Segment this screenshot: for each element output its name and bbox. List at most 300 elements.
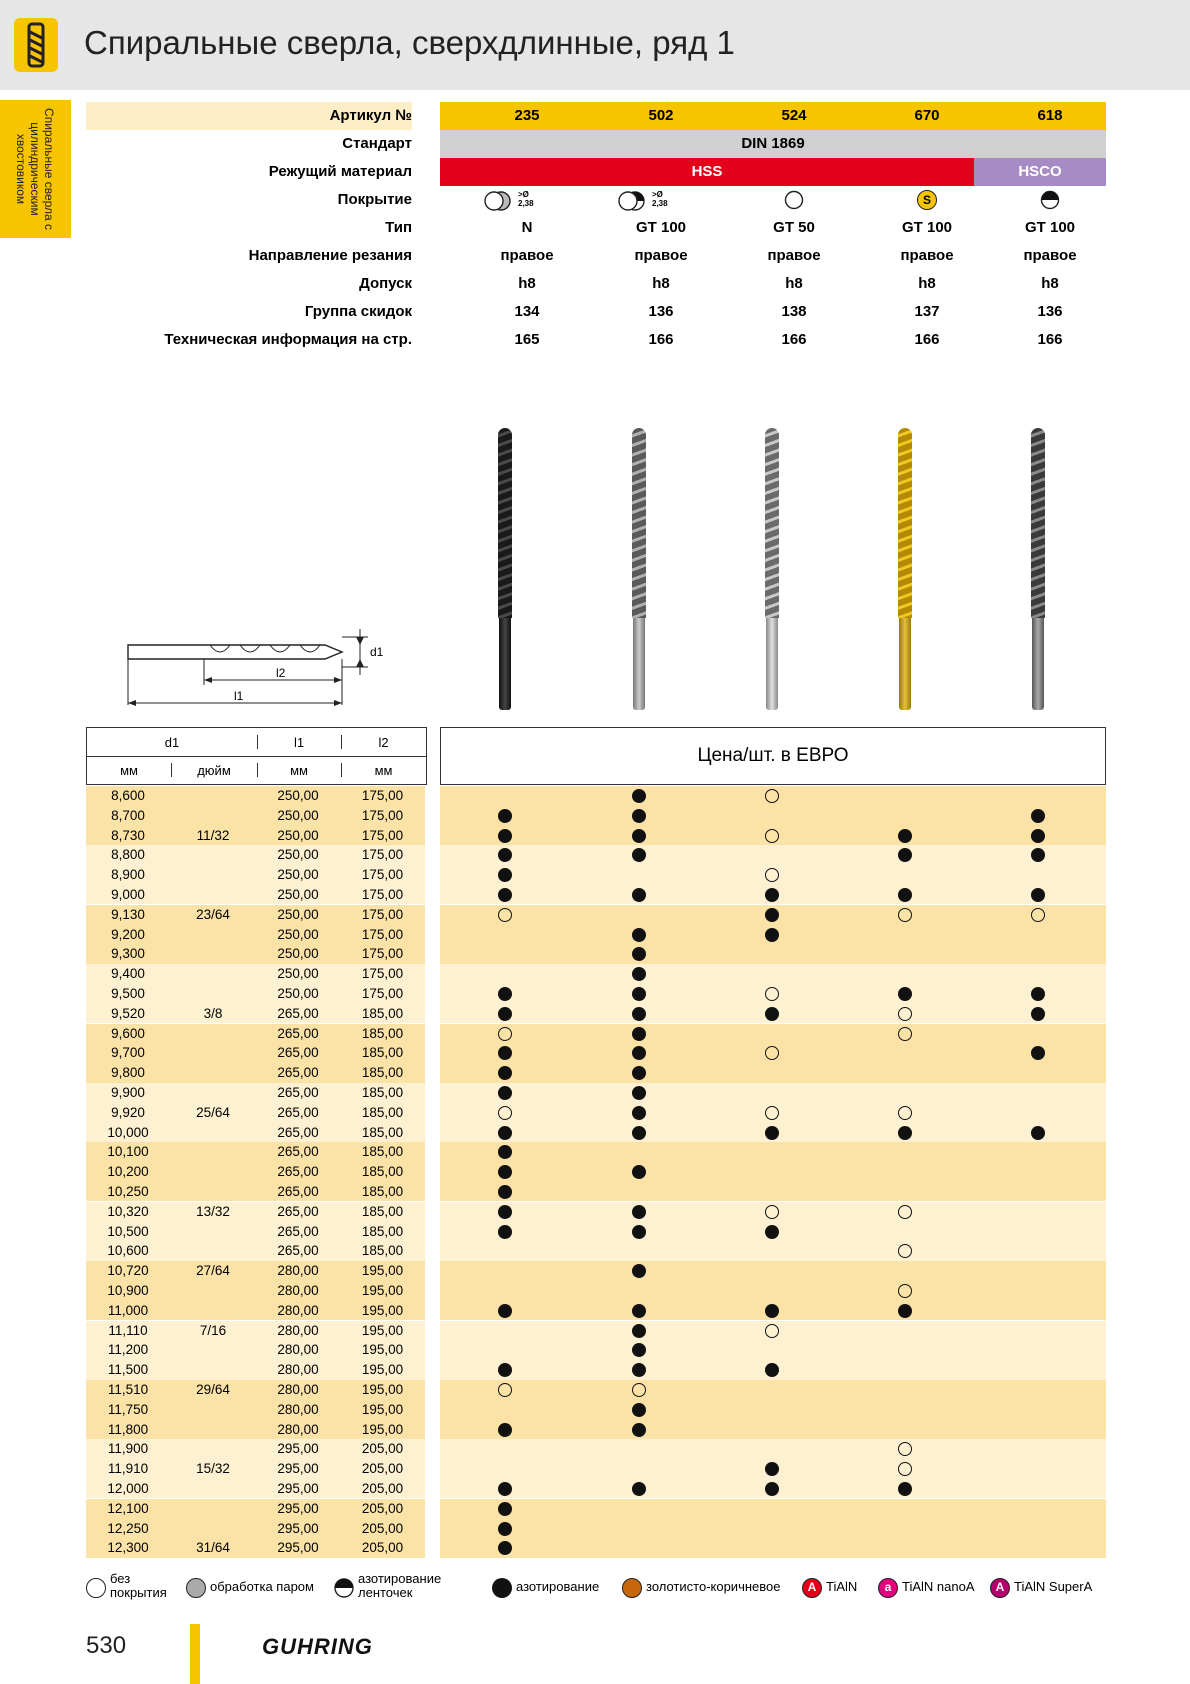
availability-row xyxy=(440,1162,1106,1182)
cell-l1: 250,00 xyxy=(277,867,319,883)
cell-d-inch: 7/16 xyxy=(199,1322,227,1338)
direction-502: правое xyxy=(634,247,688,264)
cell-l2: 185,00 xyxy=(361,1164,404,1180)
material-hsco: HSCO xyxy=(1018,163,1062,180)
available-dot-icon xyxy=(498,888,512,902)
cell-l1: 250,00 xyxy=(277,966,319,982)
cell-d-mm: 8,600 xyxy=(111,788,145,803)
cell-d-mm: 9,920 xyxy=(111,1104,145,1120)
available-dot-icon xyxy=(498,987,512,1001)
cell-l1: 265,00 xyxy=(277,1065,319,1081)
available-dot-icon xyxy=(898,1126,912,1140)
table-row xyxy=(86,905,425,925)
cell-d-inch xyxy=(170,1499,256,1519)
cell-l2: 175,00 xyxy=(361,887,404,902)
side-tab xyxy=(0,100,71,238)
on-request-circle-icon xyxy=(1031,908,1045,922)
cell-l2: 195,00 xyxy=(361,1263,404,1279)
availability-row xyxy=(440,1202,1106,1222)
available-dot-icon xyxy=(632,848,646,862)
discount-670: 137 xyxy=(914,303,940,320)
coating-note-502: >Ø 2,38 xyxy=(652,190,668,208)
availability-row xyxy=(440,806,1106,826)
dim-l2-label: l2 xyxy=(276,666,286,680)
drill-image-618 xyxy=(1031,428,1045,710)
cell-l1: 280,00 xyxy=(277,1283,319,1298)
available-dot-icon xyxy=(632,1363,646,1377)
available-dot-icon xyxy=(632,1205,646,1219)
cell-d-inch xyxy=(170,1241,256,1261)
head-l2: l2 xyxy=(378,735,389,750)
on-request-circle-icon xyxy=(765,829,779,843)
availability-row xyxy=(440,1479,1106,1499)
cell-l2: 175,00 xyxy=(361,827,404,843)
cell-d-mm: 10,320 xyxy=(107,1203,149,1219)
tech-235: 165 xyxy=(514,331,540,348)
availability-row xyxy=(440,925,1106,945)
available-dot-icon xyxy=(898,1482,912,1496)
cell-d-mm: 8,700 xyxy=(111,807,145,823)
drill-dimension-drawing xyxy=(120,625,390,715)
cell-d-mm: 10,250 xyxy=(107,1184,149,1199)
cell-d-inch xyxy=(170,944,256,964)
table-row xyxy=(86,1519,425,1539)
nitrided-icon xyxy=(492,1578,512,1598)
cell-d-inch: 15/32 xyxy=(196,1461,230,1477)
cell-l2: 175,00 xyxy=(361,966,404,982)
cell-d-mm: 9,300 xyxy=(111,946,145,962)
side-tab-label: Спиральные сверла с цилиндрическим хвостовиком xyxy=(14,108,56,230)
cell-d-inch xyxy=(170,1123,256,1143)
available-dot-icon xyxy=(632,1264,646,1278)
cell-d-inch xyxy=(170,1301,256,1321)
available-dot-icon xyxy=(632,1046,646,1060)
cell-l2: 195,00 xyxy=(361,1322,404,1338)
article-row xyxy=(86,102,1106,130)
cell-l2: 185,00 xyxy=(361,1144,404,1160)
available-dot-icon xyxy=(898,1304,912,1318)
table-row xyxy=(86,1063,425,1083)
cell-l2: 195,00 xyxy=(361,1382,404,1397)
available-dot-icon xyxy=(498,1423,512,1437)
cell-l2: 185,00 xyxy=(361,1124,404,1140)
on-request-circle-icon xyxy=(498,1383,512,1397)
table-row xyxy=(86,1538,425,1558)
cell-d-mm: 10,100 xyxy=(107,1144,149,1160)
tech-670: 166 xyxy=(914,331,940,348)
article-label: Артикул № xyxy=(329,107,412,124)
table-row xyxy=(86,1499,425,1519)
table-row xyxy=(86,944,425,964)
availability-row xyxy=(440,1380,1106,1400)
head-l1-mm: мм xyxy=(290,763,308,778)
cell-d-inch xyxy=(170,1142,256,1162)
tolerance-502: h8 xyxy=(652,275,670,292)
on-request-circle-icon xyxy=(898,1244,912,1258)
availability-row xyxy=(440,1301,1106,1321)
availability-row xyxy=(440,1499,1106,1519)
cell-d-mm: 8,900 xyxy=(111,867,145,883)
cell-d-inch xyxy=(170,1222,256,1242)
available-dot-icon xyxy=(898,829,912,843)
cell-d-mm: 11,000 xyxy=(107,1302,149,1318)
available-dot-icon xyxy=(632,1165,646,1179)
availability-row xyxy=(440,1400,1106,1420)
available-dot-icon xyxy=(632,1007,646,1021)
available-dot-icon xyxy=(498,1185,512,1199)
material-row xyxy=(86,158,1106,186)
availability-row xyxy=(440,845,1106,865)
cell-d-mm: 12,100 xyxy=(107,1500,149,1516)
cell-l2: 185,00 xyxy=(361,1005,404,1021)
available-dot-icon xyxy=(498,1304,512,1318)
cell-l1: 250,00 xyxy=(277,788,319,803)
table-row xyxy=(86,1380,425,1400)
available-dot-icon xyxy=(498,868,512,882)
available-dot-icon xyxy=(498,1007,512,1021)
available-dot-icon xyxy=(765,908,779,922)
available-dot-icon xyxy=(498,1165,512,1179)
available-dot-icon xyxy=(765,888,779,902)
brand-logo: GUHRING xyxy=(262,1634,373,1659)
direction-618: правое xyxy=(1023,247,1077,264)
cell-l2: 205,00 xyxy=(361,1540,404,1556)
table-row xyxy=(86,1321,425,1341)
on-request-circle-icon xyxy=(765,1106,779,1120)
cell-d-inch: 13/32 xyxy=(196,1203,230,1219)
available-dot-icon xyxy=(498,1482,512,1496)
cell-l2: 195,00 xyxy=(361,1362,404,1378)
coating-uncoated-steam-icon xyxy=(484,190,518,212)
head-l2-mm: мм xyxy=(374,763,393,778)
tolerance-670: h8 xyxy=(918,275,936,292)
cell-d-inch xyxy=(170,925,256,945)
available-dot-icon xyxy=(632,1403,646,1417)
discount-235: 134 xyxy=(514,303,540,320)
cell-l1: 280,00 xyxy=(277,1362,319,1378)
table-row xyxy=(86,1479,425,1499)
available-dot-icon xyxy=(498,1086,512,1100)
on-request-circle-icon xyxy=(498,1027,512,1041)
available-dot-icon xyxy=(632,987,646,1001)
cell-l1: 295,00 xyxy=(277,1540,319,1556)
type-670: GT 100 xyxy=(901,219,953,236)
tech-label: Техническая информация на стр. xyxy=(164,331,412,348)
article-502: 502 xyxy=(648,107,674,124)
cell-l2: 185,00 xyxy=(361,1085,404,1100)
cell-d-mm: 9,900 xyxy=(111,1085,145,1100)
cell-d-inch xyxy=(170,1400,256,1420)
available-dot-icon xyxy=(765,1304,779,1318)
table-row xyxy=(86,1103,425,1123)
legend-nitrided-label: азотирование xyxy=(516,1579,600,1594)
cell-d-inch xyxy=(170,1360,256,1380)
legend xyxy=(86,1572,1104,1602)
cell-d-mm: 10,720 xyxy=(107,1263,149,1279)
tialn-icon: A xyxy=(802,1578,822,1598)
tech-618: 166 xyxy=(1037,331,1063,348)
availability-row xyxy=(440,1519,1106,1539)
available-dot-icon xyxy=(498,1066,512,1080)
cell-d-inch xyxy=(170,1043,256,1063)
availability-row xyxy=(440,1142,1106,1162)
on-request-circle-icon xyxy=(898,1205,912,1219)
standard-label: Стандарт xyxy=(342,135,412,152)
on-request-circle-icon xyxy=(498,1106,512,1120)
discount-618: 136 xyxy=(1037,303,1063,320)
cell-l2: 205,00 xyxy=(361,1441,404,1457)
cell-d-mm: 11,900 xyxy=(107,1441,149,1457)
direction-524: правое xyxy=(767,247,821,264)
available-dot-icon xyxy=(898,987,912,1001)
direction-670: правое xyxy=(900,247,954,264)
page-header xyxy=(0,0,1190,90)
cell-l1: 295,00 xyxy=(277,1520,319,1536)
available-dot-icon xyxy=(765,1482,779,1496)
cell-l2: 205,00 xyxy=(361,1500,404,1516)
available-dot-icon xyxy=(632,1324,646,1338)
cell-d-inch xyxy=(170,1519,256,1539)
type-235: N xyxy=(521,219,533,236)
cell-d-inch xyxy=(170,1340,256,1360)
cell-l1: 265,00 xyxy=(277,1164,319,1180)
legend-tialn-label: TiAlN xyxy=(826,1579,858,1594)
cell-l2: 195,00 xyxy=(361,1302,404,1318)
cell-d-mm: 8,730 xyxy=(111,827,145,843)
cell-l2: 175,00 xyxy=(361,926,404,942)
cell-d-inch: 27/64 xyxy=(196,1263,230,1279)
cell-l2: 185,00 xyxy=(361,1025,404,1041)
availability-row xyxy=(440,1439,1106,1459)
article-670: 670 xyxy=(914,107,940,124)
type-618: GT 100 xyxy=(1024,219,1076,236)
cell-d-inch: 23/64 xyxy=(196,906,230,922)
table-row xyxy=(86,1241,425,1261)
cell-d-mm: 9,600 xyxy=(111,1025,145,1041)
cell-l1: 265,00 xyxy=(277,1184,319,1199)
cell-d-mm: 11,910 xyxy=(107,1461,149,1477)
available-dot-icon xyxy=(632,789,646,803)
cell-d-mm: 10,900 xyxy=(107,1283,149,1298)
tolerance-label: Допуск xyxy=(359,275,412,292)
type-524: GT 50 xyxy=(773,219,815,236)
drill-image-502 xyxy=(632,428,646,710)
gold-brown-icon xyxy=(622,1578,642,1598)
footer-accent-bar xyxy=(190,1624,200,1684)
available-dot-icon xyxy=(498,1205,512,1219)
cell-l2: 175,00 xyxy=(361,847,404,863)
cell-l2: 205,00 xyxy=(361,1520,404,1536)
drill-image-670 xyxy=(898,428,912,710)
coating-nitrided-land-icon xyxy=(1040,190,1060,210)
table-row xyxy=(86,865,425,885)
cell-l1: 250,00 xyxy=(277,986,319,1001)
coating-uncoated-icon xyxy=(784,190,804,210)
available-dot-icon xyxy=(1031,809,1045,823)
cell-l1: 295,00 xyxy=(277,1461,319,1477)
table-row xyxy=(86,1400,425,1420)
availability-row xyxy=(440,1360,1106,1380)
cell-l1: 295,00 xyxy=(277,1500,319,1516)
available-dot-icon xyxy=(498,1522,512,1536)
legend-nano-label: TiAlN nanoA xyxy=(902,1579,975,1594)
table-row xyxy=(86,845,425,865)
article-618: 618 xyxy=(1037,107,1063,124)
availability-row xyxy=(440,786,1106,806)
cell-d-mm: 12,000 xyxy=(107,1481,149,1496)
cell-d-inch: 29/64 xyxy=(196,1382,230,1397)
table-row xyxy=(86,1202,425,1222)
availability-row xyxy=(440,1222,1106,1242)
legend-steam-label: обработка паром xyxy=(210,1579,314,1594)
cell-d-inch xyxy=(170,806,256,826)
available-dot-icon xyxy=(498,1363,512,1377)
table-row xyxy=(86,1439,425,1459)
cell-d-inch xyxy=(170,1162,256,1182)
direction-row xyxy=(86,242,1106,270)
price-table-header xyxy=(440,727,1106,785)
available-dot-icon xyxy=(765,1462,779,1476)
cell-d-mm: 9,500 xyxy=(111,986,145,1001)
table-row xyxy=(86,806,425,826)
legend-uncoated-label: без покрытия xyxy=(110,1571,167,1600)
table-row xyxy=(86,1024,425,1044)
on-request-circle-icon xyxy=(765,1205,779,1219)
cell-l1: 250,00 xyxy=(277,827,319,843)
tolerance-618: h8 xyxy=(1041,275,1059,292)
cell-l1: 280,00 xyxy=(277,1263,319,1279)
tech-502: 166 xyxy=(648,331,674,348)
table-row xyxy=(86,1123,425,1143)
cell-l1: 250,00 xyxy=(277,906,319,922)
table-row xyxy=(86,1222,425,1242)
cell-l1: 295,00 xyxy=(277,1481,319,1496)
availability-row xyxy=(440,1340,1106,1360)
cell-l1: 265,00 xyxy=(277,1203,319,1219)
legend-nitrided-land-label: азотирование ленточек xyxy=(358,1571,442,1600)
available-dot-icon xyxy=(632,967,646,981)
available-dot-icon xyxy=(1031,987,1045,1001)
cell-l2: 185,00 xyxy=(361,1243,404,1259)
availability-row xyxy=(440,1024,1106,1044)
available-dot-icon xyxy=(498,829,512,843)
available-dot-icon xyxy=(632,1423,646,1437)
on-request-circle-icon xyxy=(765,1046,779,1060)
availability-row xyxy=(440,1182,1106,1202)
cell-d-inch xyxy=(170,885,256,905)
coating-label: Покрытие xyxy=(337,191,412,208)
type-label: Тип xyxy=(385,219,412,236)
head-d1: d1 xyxy=(164,735,180,750)
cell-d-mm: 10,000 xyxy=(107,1124,149,1140)
available-dot-icon xyxy=(765,928,779,942)
cell-d-mm: 11,500 xyxy=(107,1362,149,1378)
cell-l1: 250,00 xyxy=(277,946,319,962)
available-dot-icon xyxy=(765,1363,779,1377)
available-dot-icon xyxy=(498,848,512,862)
cell-l2: 175,00 xyxy=(361,867,404,883)
availability-row xyxy=(440,1063,1106,1083)
cell-l1: 265,00 xyxy=(277,1104,319,1120)
table-row xyxy=(86,1043,425,1063)
cell-l2: 175,00 xyxy=(361,946,404,962)
on-request-circle-icon xyxy=(898,1106,912,1120)
material-hss: HSS xyxy=(691,163,723,180)
cell-d-mm: 9,700 xyxy=(111,1045,145,1061)
available-dot-icon xyxy=(1031,848,1045,862)
cell-l2: 195,00 xyxy=(361,1283,404,1298)
cell-l2: 175,00 xyxy=(361,986,404,1001)
on-request-circle-icon xyxy=(765,1324,779,1338)
availability-row xyxy=(440,1321,1106,1341)
cell-d-mm: 10,200 xyxy=(107,1164,149,1180)
on-request-circle-icon xyxy=(765,789,779,803)
on-request-circle-icon xyxy=(898,1442,912,1456)
cell-l1: 295,00 xyxy=(277,1441,319,1457)
availability-row xyxy=(440,1004,1106,1024)
available-dot-icon xyxy=(1031,829,1045,843)
coating-uncoated-nitrided-icon xyxy=(618,190,652,212)
cell-l2: 185,00 xyxy=(361,1223,404,1239)
material-label: Режущий материал xyxy=(268,163,412,180)
available-dot-icon xyxy=(1031,888,1045,902)
cell-l1: 280,00 xyxy=(277,1342,319,1358)
cell-d-inch xyxy=(170,1420,256,1440)
available-dot-icon xyxy=(898,888,912,902)
on-request-circle-icon xyxy=(898,1284,912,1298)
cell-d-inch xyxy=(170,1479,256,1499)
cell-l1: 280,00 xyxy=(277,1401,319,1417)
cell-d-mm: 8,800 xyxy=(111,847,145,863)
nitrided-land-icon xyxy=(334,1578,354,1598)
available-dot-icon xyxy=(498,1126,512,1140)
coating-row xyxy=(86,186,1106,214)
coating-note-235: >Ø 2,38 xyxy=(518,190,534,208)
cell-d-inch xyxy=(170,1024,256,1044)
cell-d-inch: 31/64 xyxy=(196,1540,230,1556)
direction-label: Направление резания xyxy=(248,247,412,264)
cell-d-inch xyxy=(170,1182,256,1202)
direction-235: правое xyxy=(500,247,554,264)
type-502: GT 100 xyxy=(635,219,687,236)
availability-row xyxy=(440,905,1106,925)
available-dot-icon xyxy=(765,1225,779,1239)
availability-row xyxy=(440,1420,1106,1440)
cell-l1: 265,00 xyxy=(277,1085,319,1100)
cell-l2: 175,00 xyxy=(361,807,404,823)
available-dot-icon xyxy=(632,1304,646,1318)
cell-l1: 265,00 xyxy=(277,1025,319,1041)
available-dot-icon xyxy=(498,1502,512,1516)
cell-l1: 250,00 xyxy=(277,926,319,942)
cell-d-mm: 9,520 xyxy=(111,1005,145,1021)
on-request-circle-icon xyxy=(898,1462,912,1476)
availability-row xyxy=(440,1043,1106,1063)
availability-row xyxy=(440,885,1106,905)
available-dot-icon xyxy=(632,1106,646,1120)
discount-label: Группа скидок xyxy=(304,303,412,320)
cell-d-inch xyxy=(170,1439,256,1459)
cell-l2: 185,00 xyxy=(361,1203,404,1219)
cell-d-mm: 12,250 xyxy=(107,1520,149,1536)
available-dot-icon xyxy=(1031,1007,1045,1021)
availability-row xyxy=(440,1083,1106,1103)
tialn-nano-icon: a xyxy=(878,1578,898,1598)
cell-l1: 250,00 xyxy=(277,807,319,823)
cell-d-mm: 9,800 xyxy=(111,1065,145,1081)
on-request-circle-icon xyxy=(898,1027,912,1041)
table-row xyxy=(86,1142,425,1162)
